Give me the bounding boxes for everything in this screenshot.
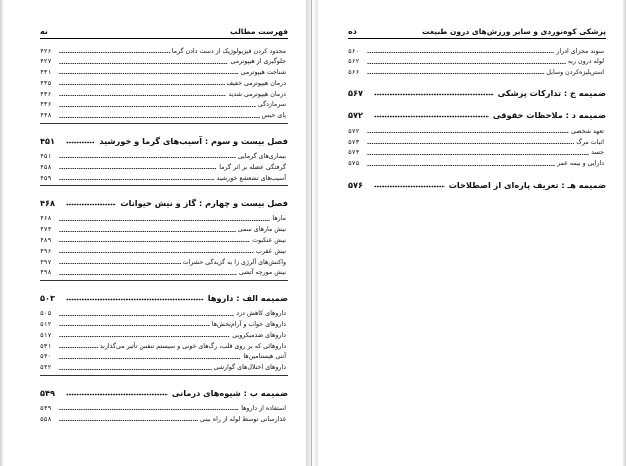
dot-leader <box>59 261 181 265</box>
section-title: ضمیمه هـ : تعریف پاره‌ای از اصطلاحات <box>448 179 606 190</box>
entry-page-number: ۴۳۶ <box>40 101 52 109</box>
entry-page-number: ۵۴۰ <box>40 353 52 361</box>
toc-section-heading <box>40 289 288 303</box>
entry-title: آنتی هیستامین‌ها <box>243 353 286 361</box>
toc-entry <box>40 171 288 182</box>
toc-section-heading <box>40 132 288 146</box>
dot-leader <box>59 71 239 75</box>
section-title: فصل بیست و سوم : آسیب‌های گرما و خورشید <box>99 135 288 146</box>
entry-page-number: ۴۷۴ <box>40 226 52 234</box>
toc-entry <box>348 157 606 168</box>
toc-entry <box>40 55 288 66</box>
entry-page-number: ۵۱۷ <box>40 331 52 339</box>
toc-entry <box>348 135 606 146</box>
entry-page-number: ۵۶۰ <box>348 47 360 55</box>
entry-title: گرفتگی عضله بر اثر گرما <box>219 163 286 171</box>
toc-entry <box>40 87 288 98</box>
dot-leader <box>66 139 95 144</box>
toc-entry <box>40 76 288 87</box>
entry-title: داروهای اختلال‌های گوارشی <box>213 364 286 372</box>
entry-title: تعهد شخصی <box>570 127 604 135</box>
dot-leader <box>59 272 237 276</box>
dot-leader <box>59 334 230 338</box>
toc-entry <box>40 266 288 277</box>
book-gutter <box>306 0 318 466</box>
entry-title: محدود کردن فیزیولوژیک از دست دادن گرما <box>171 47 286 55</box>
entry-title: سرمازدگی <box>257 101 286 109</box>
section-divider <box>40 185 288 186</box>
page-number: ده <box>348 26 357 36</box>
entry-page-number: ۴۹۷ <box>40 258 52 266</box>
page-edge <box>622 0 626 466</box>
right-page-header <box>348 24 606 39</box>
entry-title: درمان هیپوترمی خفیف <box>226 79 286 87</box>
entry-page-number: ۴۲۷ <box>40 58 52 66</box>
toc-section-heading <box>40 384 288 398</box>
section-page-number: ۴۵۱ <box>40 135 55 146</box>
running-title: پزشکی کوه‌نوردی و سایر ورزش‌های درون طبیعت <box>422 26 606 36</box>
entry-page-number: ۴۲۶ <box>40 47 52 55</box>
toc-entry <box>348 146 606 157</box>
toc-entry <box>40 361 288 372</box>
entry-page-number: ۵۶۶ <box>348 69 360 77</box>
toc-section-heading <box>348 106 606 120</box>
page-number: نه <box>40 26 48 36</box>
section-title: ضمیمه الف : داروها <box>207 292 288 303</box>
entry-page-number: ۵۷۴ <box>348 149 360 157</box>
entry-title: سوند مجرای ادرار <box>556 47 604 55</box>
entry-page-number: ۴۳۱ <box>40 69 52 77</box>
entry-title: لوله درون ریه <box>567 58 604 66</box>
entry-title: داروهای خواب و آرام‌بخش‌ها <box>211 321 286 329</box>
dot-leader <box>367 152 589 156</box>
section-title: ضمیمه ج : تدارکات پزشکی <box>497 88 606 99</box>
entry-page-number: ۴۶۸ <box>40 215 52 223</box>
table-of-contents-right <box>348 44 606 194</box>
dot-leader <box>367 163 555 167</box>
toc-entry <box>40 318 288 329</box>
dot-leader <box>367 61 566 65</box>
toc-entry <box>40 255 288 266</box>
dot-leader <box>367 141 574 145</box>
dot-leader <box>59 82 225 86</box>
dot-leader <box>66 201 116 206</box>
dot-leader <box>367 50 554 54</box>
entry-page-number: ۴۸۹ <box>40 237 52 245</box>
entry-title: بیماری‌های گرمایی <box>237 153 286 161</box>
entry-page-number: ۴۳۵ <box>40 79 52 87</box>
entry-page-number: ۵۴۹ <box>40 405 52 413</box>
dot-leader <box>59 367 212 371</box>
toc-entry <box>40 350 288 361</box>
toc-entry <box>348 66 606 77</box>
section-page-number: ۵۶۷ <box>348 88 363 99</box>
entry-page-number: ۴۹۶ <box>40 247 52 255</box>
dot-leader <box>66 296 204 301</box>
dot-leader <box>59 313 234 317</box>
entry-page-number: ۵۵۸ <box>40 415 52 423</box>
dot-leader <box>374 183 445 188</box>
left-page-header <box>40 24 288 39</box>
table-of-contents-left <box>40 44 288 423</box>
entry-title: درمان هیپوترمی شدید <box>228 90 286 98</box>
entry-title: جلوگیری از هیپوترمی <box>230 58 286 66</box>
entry-title: واکنش‌های آلرژی زا به گزیدگی حشرات <box>182 258 286 266</box>
running-title: فهرست مطالب <box>230 26 288 36</box>
entry-title: استریلیزه‌کردن وسایل <box>546 69 604 77</box>
gutter-line <box>311 0 312 466</box>
toc-entry <box>40 307 288 318</box>
dot-leader <box>59 61 228 65</box>
right-page <box>318 0 626 466</box>
left-page <box>0 0 306 466</box>
section-divider <box>40 123 288 124</box>
toc-entry <box>40 66 288 77</box>
dot-leader <box>59 50 170 54</box>
dot-leader <box>59 229 236 233</box>
entry-title: مارها <box>272 215 286 223</box>
toc-entry <box>348 44 606 55</box>
dot-leader <box>374 113 489 118</box>
toc-entry <box>40 109 288 120</box>
entry-page-number: ۵۴۲ <box>40 364 52 372</box>
dot-leader <box>59 323 210 327</box>
entry-page-number: ۵۶۲ <box>348 58 360 66</box>
toc-entry <box>40 223 288 234</box>
toc-section-heading <box>40 194 288 208</box>
toc-entry <box>40 402 288 413</box>
toc-entry <box>348 124 606 135</box>
entry-title: پای خیس <box>261 112 286 120</box>
entry-title: دارایی و بیمه عمر <box>557 160 604 168</box>
toc-entry <box>40 328 288 339</box>
section-title: فصل بیست و چهارم : گاز و نیش حیوانات <box>120 197 288 208</box>
toc-entry <box>348 55 606 66</box>
entry-page-number: ۴۵۸ <box>40 163 52 171</box>
dot-leader <box>59 104 256 108</box>
section-page-number: ۴۶۸ <box>40 197 55 208</box>
dot-leader <box>367 71 544 75</box>
entry-title: داروهای کاهش درد <box>236 310 286 318</box>
entry-page-number: ۵۰۵ <box>40 310 52 318</box>
dot-leader <box>59 418 198 422</box>
dot-leader <box>66 391 168 396</box>
toc-entry <box>40 160 288 171</box>
dot-leader <box>59 345 98 349</box>
dot-leader <box>59 250 254 254</box>
section-title: ضمیمه ب : شیوه‌های درمانی <box>171 387 288 398</box>
entry-title: نیش عنکبوت <box>252 237 286 245</box>
toc-entry <box>40 339 288 350</box>
dot-leader <box>59 115 260 119</box>
toc-entry <box>40 412 288 423</box>
entry-title: داروهائی که بر روی قلب، رگ‌های خونی و سیستم تنفس تأثیر می‌گذارند <box>99 342 286 350</box>
entry-title: غذارسانی توسط لوله از راه بینی <box>200 415 286 423</box>
dot-leader <box>59 166 217 170</box>
entry-title: جسد <box>591 149 604 157</box>
entry-title: اثبات مرگ <box>576 138 604 146</box>
entry-page-number: ۴۵۱ <box>40 153 52 161</box>
section-page-number: ۵۰۳ <box>40 292 55 303</box>
toc-entry <box>40 98 288 109</box>
dot-leader <box>367 130 569 134</box>
section-divider <box>40 375 288 376</box>
entry-page-number: ۵۱۲ <box>40 321 52 329</box>
entry-page-number: ۵۷۳ <box>348 138 360 146</box>
entry-page-number: ۵۳۱ <box>40 342 52 350</box>
entry-title: آسیب‌های تشعشع خورشید <box>216 174 286 182</box>
section-page-number: ۵۴۹ <box>40 387 55 398</box>
page-edge <box>0 0 4 466</box>
entry-page-number: ۴۳۶ <box>40 90 52 98</box>
toc-entry <box>40 150 288 161</box>
section-divider <box>40 280 288 281</box>
entry-title: شناخت هیپوترمی <box>240 69 286 77</box>
toc-section-heading <box>348 84 606 98</box>
entry-page-number: ۴۵۹ <box>40 174 52 182</box>
entry-page-number: ۴۹۸ <box>40 269 52 277</box>
section-title: ضمیمه د : ملاحظات حقوقی <box>492 110 606 121</box>
entry-title: نیش عقرب <box>255 247 286 255</box>
toc-entry <box>40 212 288 223</box>
dot-leader <box>59 239 250 243</box>
dot-leader <box>59 93 226 97</box>
toc-entry <box>40 44 288 55</box>
entry-page-number: ۴۴۸ <box>40 112 52 120</box>
section-page-number: ۵۷۲ <box>348 110 363 121</box>
dot-leader <box>59 155 236 159</box>
entry-page-number: ۵۷۲ <box>348 127 360 135</box>
entry-title: استفاده از داروها <box>241 405 286 413</box>
entry-title: داروهای ضدمیکروبی <box>232 331 286 339</box>
entry-title: نیش مورچه آتشی <box>239 269 286 277</box>
dot-leader <box>59 218 270 222</box>
dot-leader <box>59 356 241 360</box>
dot-leader <box>59 407 239 411</box>
toc-section-heading <box>348 176 606 190</box>
toc-entry <box>40 234 288 245</box>
entry-page-number: ۵۷۵ <box>348 160 360 168</box>
section-page-number: ۵۷۶ <box>348 179 363 190</box>
dot-leader <box>59 177 215 181</box>
dot-leader <box>374 91 494 96</box>
toc-entry <box>40 244 288 255</box>
entry-title: نیش مارهای سمی <box>237 226 286 234</box>
